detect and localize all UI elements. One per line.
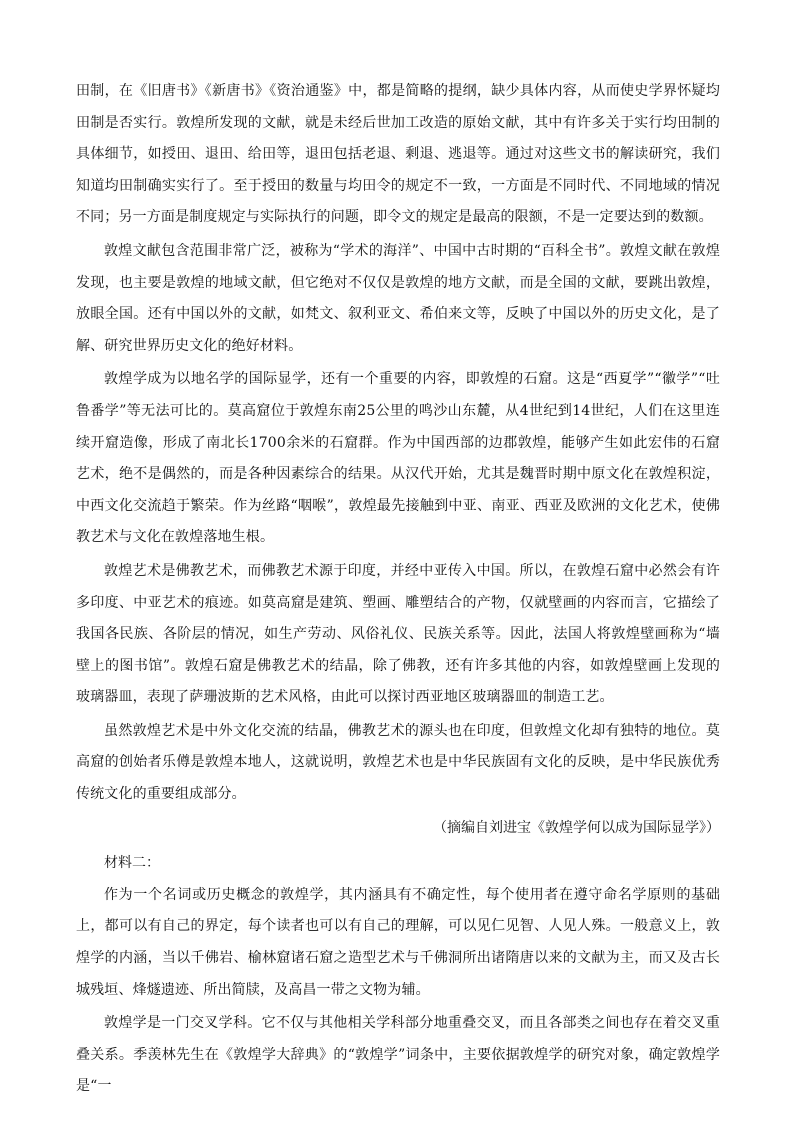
paragraph-dunhuangology-definition: 作为一个名词或历史概念的敦煌学，其内涵具有不确定性，每个使用者在遵守命名学原则的基础上，都可以有自己的界定，每个读者也可以有自己的理解，可以见仁见智、人见人殊。一般意义上，敦煌学的内涵，当以千佛岩、榆林窟诸石窟之造型艺术与千佛洞所出诸隋唐以来的文献为主，而又及古长城残垣、烽燧遗迹、所出简牍，及高昌一带之文物为辅。 — [76, 886, 720, 998]
source-citation: （摘编自刘进宝《敦煌学何以成为国际显学》） — [433, 819, 720, 836]
article-body — [76, 76, 720, 1105]
paragraph-interdisciplinary: 敦煌学是一门交叉学科。它不仅与其他相关学科部分地重叠交叉，而且各部类之间也存在着交叉重叠关系。季羡林先生在《敦煌学大辞典》的“敦煌学”词条中，主要依据敦煌学的研究对象，确定敦煌学是“一 — [76, 1015, 720, 1095]
paragraph-buddhist-art: 敦煌艺术是佛教艺术，而佛教艺术源于印度，并经中亚传入中国。所以，在敦煌石窟中必然会有许多印度、中亚艺术的痕迹。如莫高窟是建筑、塑画、雕塑结合的产物，仅就壁画的内容而言，它描绘了我国各民族、各阶层的情况，如生产劳动、风俗礼仪、民族关系等。因此，法国人将敦煌壁画称为“墙壁上的图书馆”。敦煌石窟是佛教艺术的结晶，除了佛教，还有许多其他的内容，如敦煌壁画上发现的玻璃器皿，表现了萨珊波斯的艺术风格，由此可以探讨西亚地区玻璃器皿的制造工艺。 — [76, 562, 720, 706]
paragraph-unique-status: 虽然敦煌艺术是中外文化交流的结晶，佛教艺术的源头也在印度，但敦煌文化却有独特的地位。莫高窟的创始者乐僔是敦煌本地人，这就说明，敦煌艺术也是中华民族固有文化的反映，是中华民族优秀传统文化的重要组成部分。 — [76, 722, 720, 803]
paragraph-dunhuang-grottoes: 敦煌学成为以地名学的国际显学，还有一个重要的内容，即敦煌的石窟。这是“西夏学”“徽学”“吐鲁番学”等无法可比的。莫高窟位于敦煌东南25公里的鸣沙山东麓，从4世纪到14世纪，人们在这里连续开窟造像，形成了南北长1700余米的石窟群。作为中国西部的边郡敦煌，能够产生如此宏伟的石窟艺术，绝不是偶然的，而是各种因素综合的结果。从汉代开始，尤其是魏晋时期中原文化在敦煌积淀，中西文化交流趋于繁荣。作为丝路“咽喉”，敦煌最先接触到中亚、南亚、西亚及欧洲的文化艺术，使佛教艺术与文化在敦煌落地生根。 — [76, 371, 720, 546]
paragraph-equal-field-system: 田制，在《旧唐书》《新唐书》《资治通鉴》中，都是简略的提纲，缺少具体内容，从而使史学界怀疑均田制是否实行。敦煌所发现的文献，就是未经后世加工改造的原始文献，其中有许多关于实行均田制的具体细节，如授田、退田、给田等，退田包括老退、剩退、逃退等。通过对这些文书的解读研究，我们知道均田制确实实行了。至于授田的数量与均田令的规定不一致，一方面是不同时代、不同地域的情况不同；另一方面是制度规定与实际执行的问题，即令文的规定是最高的限额，不是一定要达到的数额。 — [76, 83, 720, 226]
paragraph-dunhuang-documents-scope: 敦煌文献包含范围非常广泛，被称为“学术的海洋”、中国中古时期的“百科全书”。敦煌文献在敦煌发现，也主要是敦煌的地域文献，但它绝对不仅仅是敦煌的地方文献，而是全国的文献，要跳出敦煌，放眼全国。还有中国以外的文献，如梵文、叙利亚文、希伯来文等，反映了中国以外的历史文化，是了解、研究世界历史文化的绝好材料。 — [76, 242, 720, 354]
material-two-heading: 材料二： — [104, 855, 160, 872]
